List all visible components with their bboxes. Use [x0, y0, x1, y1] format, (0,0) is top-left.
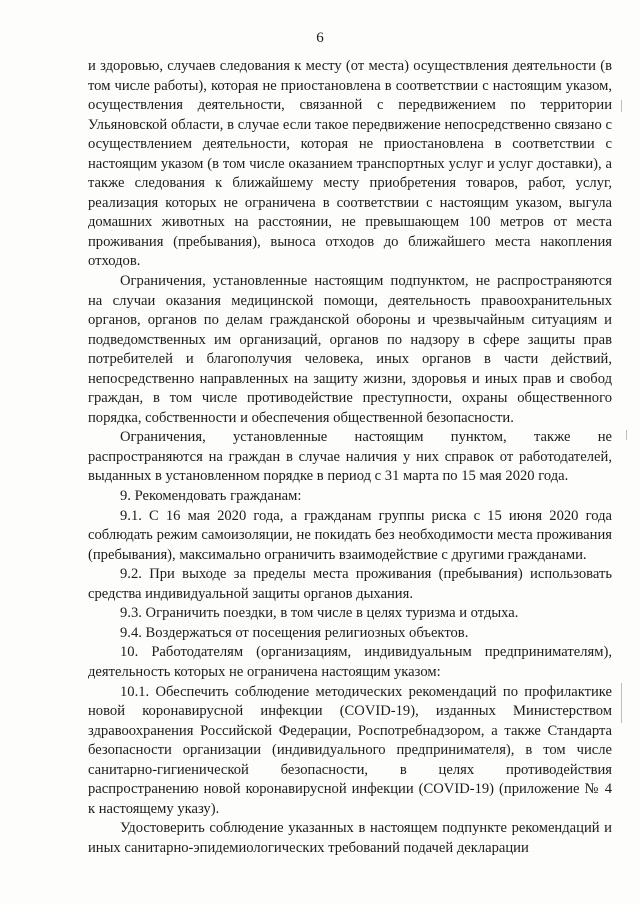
paragraph-item-10-1: 10.1. Обеспечить соблюдение методических рекомендаций по профилактике новой коронавирусной инфекции (COVID-19), изданных Министерством здравоохранения Российской Федерации, Роспотребнадзором, а также Стандарта безопасности организации (индивидуального предпринимателя), в том числе санитарно-гигиенической безопасности, в целях противодействия распространению новой коронавирусной инфекции (COVID-19) (приложение № 4 к настоящему указу). — [88, 683, 612, 817]
scan-artifact-mark — [626, 430, 627, 440]
page-number: 6 — [316, 30, 324, 46]
scan-artifact-mark — [621, 683, 622, 723]
scan-artifact-mark — [621, 100, 622, 112]
paragraph-item-10: 10. Работодателям (организациям, индивидуальным предпринимателям), деятельность которых не ограничена настоящим указом: — [88, 644, 612, 680]
paragraph-restrictions-exceptions: Ограничения, установленные настоящим подпунктом, не распространяются на случаи оказания медицинской помощи, деятельность правоохранительных органов, органов по делам гражданской обороны и чрезвычайным ситуациям и подведомственных им организаций, органов по надзору в сфере защиты прав потребителей и благополучия человека, иных органов в части действий, непосредственно направленных на защиту жизни, здоровья и иных прав и свобод граждан, в том числе противодействие преступности, охраны общественного порядка, собственности и обеспечения общественной безопасности. — [88, 273, 612, 426]
document-body — [88, 57, 612, 858]
paragraph-item-9-3: 9.3. Ограничить поездки, в том числе в целях туризма и отдыха. — [120, 605, 519, 622]
paragraph-declaration: Удостоверить соблюдение указанных в настоящем подпункте рекомендаций и иных санитарно-эпидемиологических требований подачей декларации — [88, 820, 612, 856]
paragraph-item-9: 9. Рекомендовать гражданам: — [120, 488, 302, 505]
paragraph-continuation: и здоровью, случаев следования к месту (от места) осуществления деятельности (в том числе работы), которая не приостановлена в соответствии с настоящим указом, осуществления деятельности, связанной с передвижением по территории Ульяновской области, в случае если такое передвижение непосредственно связано с осуществлением деятельности, которая не приостановлена в соответствии с настоящим указом (в том числе оказанием транспортных услуг и услуг доставки), а также следования к ближайшему месту приобретения товаров, работ, услуг, реализация которых не ограничена в соответствии с настоящим указом, выгула домашних животных на расстоянии, не превышающем 100 метров от места проживания (пребывания), выноса отходов до ближайшего места накопления отходов. — [88, 58, 612, 270]
paragraph-item-9-1: 9.1. С 16 мая 2020 года, а гражданам группы риска с 15 июня 2020 года соблюдать режим самоизоляции, не покидать без необходимости места проживания (пребывания), максимально ограничить взаимодействие с другими гражданами. — [88, 507, 612, 563]
paragraph-item-9-2: 9.2. При выходе за пределы места проживания (пребывания) использовать средства индивидуальной защиты органов дыхания. — [88, 566, 612, 602]
paragraph-employer-certificates: Ограничения, установленные настоящим пунктом, также не распространяются на граждан в случае наличия у них справок от работодателей, выданных в установленном порядке в период с 31 марта по 15 мая 2020 года. — [88, 429, 612, 485]
paragraph-item-9-4: 9.4. Воздержаться от посещения религиозных объектов. — [120, 624, 469, 641]
